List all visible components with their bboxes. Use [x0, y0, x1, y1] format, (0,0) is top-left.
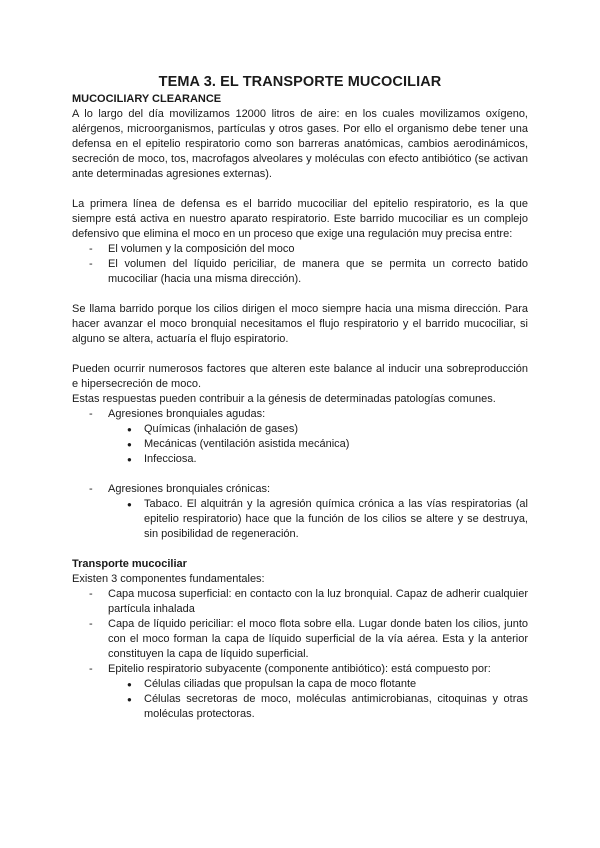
paragraph-components-intro: Existen 3 componentes fundamentales: [72, 573, 265, 585]
section-heading-transporte-mucociliar: Transporte mucociliar [72, 558, 187, 570]
list-item [72, 437, 528, 452]
list-item-text: El volumen y la composición del moco [108, 243, 295, 255]
list-item-text: Epitelio respiratorio subyacente (componente antibiótico): está compuesto por: [108, 663, 491, 675]
list-item [72, 692, 528, 722]
dash-marker: - [89, 483, 93, 495]
list-item-text: Químicas (inhalación de gases) [144, 423, 299, 435]
dash-marker: - [89, 408, 93, 420]
list-item-text: Capa mucosa superficial: en contacto con la luz bronquial. Capaz de adherir cualquier partícula inhalada [108, 588, 528, 615]
section-heading-mucociliary-clearance: MUCOCILIARY CLEARANCE [72, 93, 222, 105]
acute-aggressions-sublist [72, 422, 528, 467]
paragraph-intro: A lo largo del día movilizamos 12000 litros de aire: en los cuales movilizamos oxígeno, alérgenos, microorganismos, partículas y otros gases. Por ello el organismo debe tener una defensa en el epitelio respiratorio como son barreras anatómicas, cambios aerodinámicos, secreción de moco, tos, macrofagos alveolares y moléculas con efecto antibiótico (se activan ante determinadas agresiones externas). [72, 108, 528, 180]
list-item [72, 407, 528, 422]
dash-marker: - [89, 663, 93, 675]
epithelium-sublist [72, 677, 528, 722]
regulation-list [72, 242, 528, 287]
paragraph-barrido: Se llama barrido porque los cilios dirigen el moco siempre hacia una misma dirección. Para hacer avanzar el moco bronquial necesitamos el flujo respiratorio y el barrido mucociliar, si alguno se altera, actuaría el flujo espiratorio. [72, 303, 528, 345]
list-item-text: Células secretoras de moco, moléculas antimicrobianas, citoquinas y otras moléculas protectoras. [144, 693, 528, 720]
dash-marker: - [89, 588, 93, 600]
list-item-text: Agresiones bronquiales crónicas: [108, 483, 271, 495]
list-item [72, 587, 528, 617]
list-item-text: Tabaco. El alquitrán y la agresión química crónica a las vías respiratorias (al epitelio respiratorio) hace que la función de los cilios se altere y se destruya, sin posibilidad de regeneración. [144, 498, 528, 540]
list-item-text: Capa de líquido periciliar: el moco flota sobre ella. Lugar donde baten los cilios, junto con el moco forman la capa de líquido superficial de la vía aérea. Esta y la anterior constituyen la capa de líquido superficial. [108, 618, 528, 660]
list-item [72, 497, 528, 542]
bullet-marker: ● [127, 500, 132, 509]
chronic-aggressions-sublist [72, 497, 528, 542]
paragraph-responses: Estas respuestas pueden contribuir a la génesis de determinadas patologías comunes. [72, 393, 496, 405]
list-item-text: Células ciliadas que propulsan la capa de moco flotante [144, 678, 417, 690]
list-item [72, 257, 528, 287]
chronic-aggressions-list [72, 482, 528, 497]
document-title: TEMA 3. EL TRANSPORTE MUCOCILIAR [158, 74, 442, 90]
bullet-marker: ● [127, 680, 132, 689]
list-item [72, 662, 528, 677]
dash-marker: - [89, 243, 93, 255]
dash-marker: - [89, 258, 93, 270]
list-item-text: El volumen del líquido periciliar, de manera que se permita un correcto batido mucociliar (hacia una misma dirección). [108, 258, 528, 285]
list-item [72, 452, 528, 467]
paragraph-first-line-defense: La primera línea de defensa es el barrido mucociliar del epitelio respiratorio, es la que siempre está activa en nuestro aparato respiratorio. Este barrido mucociliar es un complejo defensivo que elimina el moco en un proceso que exige una regulación muy precisa entre: [72, 198, 528, 240]
bullet-marker: ● [127, 425, 132, 434]
list-item [72, 242, 528, 257]
bullet-marker: ● [127, 695, 132, 704]
list-item-text: Mecánicas (ventilación asistida mecánica) [144, 438, 350, 450]
list-item [72, 617, 528, 662]
bullet-marker: ● [127, 455, 132, 464]
acute-aggressions-list [72, 407, 528, 422]
list-item [72, 677, 528, 692]
list-item-text: Agresiones bronquiales agudas: [108, 408, 266, 420]
dash-marker: - [89, 618, 93, 630]
paragraph-factors: Pueden ocurrir numerosos factores que alteren este balance al inducir una sobreproducción e hipersecreción de moco. [72, 363, 528, 390]
list-item [72, 482, 528, 497]
bullet-marker: ● [127, 440, 132, 449]
list-item-text: Infecciosa. [144, 453, 197, 465]
list-item [72, 422, 528, 437]
components-list [72, 587, 528, 677]
